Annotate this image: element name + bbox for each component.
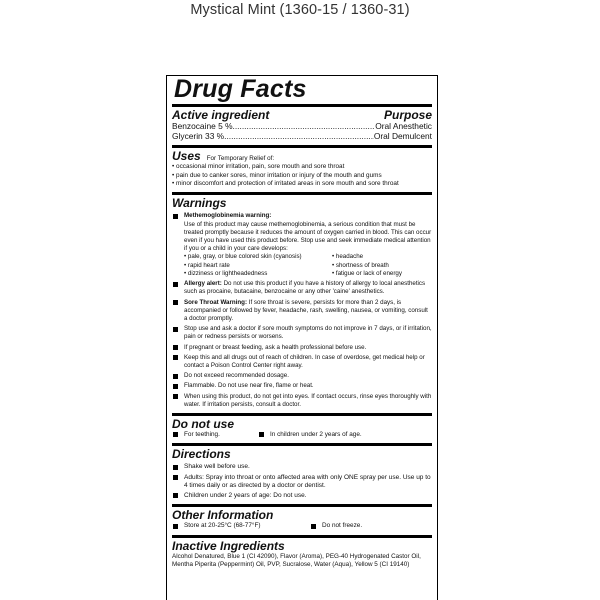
bullet-square-icon xyxy=(173,345,178,350)
do-not-use-list xyxy=(172,431,432,439)
active-ingredient-section xyxy=(172,104,432,141)
ingredient-name: Benzocaine 5 % xyxy=(172,121,233,131)
item-text: In children under 2 years of age. xyxy=(270,430,362,438)
allergy-title: Allergy alert: xyxy=(184,280,222,288)
direction-text: Adults: Spray into throat or onto affected area with only ONE spray per use. Use up to 4 times daily or as directed by a doctor or dentist. xyxy=(184,473,431,489)
inactive-ingredients-header: Inactive Ingredients xyxy=(172,538,285,553)
list-item xyxy=(172,299,432,324)
active-ingredient-header: Active ingredient xyxy=(172,108,270,122)
bullet-square-icon xyxy=(173,524,178,529)
bullet-square-icon xyxy=(311,524,316,529)
uses-intro: For Temporary Relief of: xyxy=(206,155,275,162)
warning-text: Do not exceed recommended dosage. xyxy=(184,372,289,380)
warnings-section xyxy=(172,192,432,408)
leader-dots xyxy=(224,132,374,142)
direction-text: Shake well before use. xyxy=(184,463,250,471)
list-item xyxy=(172,354,432,370)
list-item xyxy=(310,522,362,530)
direction-text: Children under 2 years of age: Do not use. xyxy=(184,491,307,499)
list-item xyxy=(172,522,310,530)
drug-facts-panel xyxy=(166,75,438,600)
methemoglobinemia-text: Use of this product may cause methemoglobinemia, a serious condition that must be treated promptly because it reduces the amount of oxygen carried in blood. This can occur even if you have used this product before. Stop use and seek immediate medical attention if you or a child in your care develops: xyxy=(184,220,432,253)
bullet-square-icon xyxy=(173,394,178,399)
warning-text: Flammable. Do not use near fire, flame or heat. xyxy=(184,382,314,390)
list-item: • shortness of breath xyxy=(332,262,432,270)
list-item: • occasional minor irritation, pain, sore mouth and sore throat xyxy=(172,163,432,171)
warning-text: Stop use and ask a doctor if sore mouth symptoms do not improve in 7 days, or if irritation, pain or redness persists or worsens. xyxy=(184,325,432,341)
list-item xyxy=(172,372,432,380)
ingredient-purpose: Oral Demulcent xyxy=(373,130,432,141)
do-not-use-header: Do not use xyxy=(172,416,234,431)
uses-list xyxy=(172,163,432,188)
leader-dots xyxy=(233,122,376,132)
sore-throat-title: Sore Throat Warning: xyxy=(184,298,248,306)
inactive-ingredients-text: Alcohol Denatured, Blue 1 (CI 42090), Flavor (Aroma), PEG-40 Hydrogenated Castor Oil, Mentha Piperita (Peppermint) Oil, PVP, Sucralose, Water (Aqua), Yellow 5 (CI 19140) xyxy=(172,552,421,568)
list-item xyxy=(172,325,432,341)
bullet-square-icon xyxy=(173,327,178,332)
warnings-header: Warnings xyxy=(172,196,227,211)
list-item: • fatigue or lack of energy xyxy=(332,270,432,278)
bullet-square-icon xyxy=(173,300,178,305)
bullet-square-icon xyxy=(173,493,178,498)
ingredient-purpose: Oral Anesthetic xyxy=(375,121,432,131)
symptom-list xyxy=(184,253,432,278)
bullet-square-icon xyxy=(173,384,178,389)
product-title: Mystical Mint (1360-15 / 1360-31) xyxy=(190,2,410,18)
purpose-header: Purpose xyxy=(383,108,432,122)
ingredient-name: Glycerin 33 % xyxy=(172,130,225,141)
bullet-square-icon xyxy=(173,214,178,219)
uses-section xyxy=(172,145,432,188)
list-item: • headache xyxy=(332,253,432,261)
methemoglobinemia-title: Methemoglobinemia warning: xyxy=(184,212,272,220)
list-item xyxy=(258,431,362,439)
directions-list xyxy=(172,463,432,500)
allergy-text: Do not use this product if you have a history of allergy to local anesthetics such as procaine, butacaine, benzocaine or any other 'caine' anesthetics. xyxy=(184,280,426,296)
other-information-list xyxy=(172,522,432,530)
ingredient-row xyxy=(172,132,432,142)
other-information-section xyxy=(172,504,432,530)
bullet-square-icon xyxy=(173,475,178,480)
bullet-square-icon xyxy=(173,465,178,470)
list-item xyxy=(172,280,432,296)
warnings-list xyxy=(172,212,432,408)
sore-throat-text: If sore throat is severe, persists for more than 2 days, is accompanied or followed by fever, headache, rash, swelling, nausea, or vomiting, consult a doctor promptly. xyxy=(184,298,428,322)
bullet-square-icon xyxy=(173,355,178,360)
list-item: • pain due to canker sores, minor irritation or injury of the mouth and gums xyxy=(172,172,432,180)
bullet-square-icon xyxy=(173,374,178,379)
list-item xyxy=(172,393,432,409)
bullet-square-icon xyxy=(173,432,178,437)
drug-facts-title: Drug Facts xyxy=(174,75,307,103)
list-item: • minor discomfort and protection of irritated areas in sore mouth and sore throat xyxy=(172,180,432,188)
warning-text: If pregnant or breast feeding, ask a health professional before use. xyxy=(184,343,367,351)
list-item: • dizziness or lightheadedness xyxy=(184,270,332,278)
uses-header: Uses xyxy=(172,149,201,163)
item-text: Do not freeze. xyxy=(322,522,363,530)
list-item xyxy=(172,212,432,278)
list-item xyxy=(172,431,258,439)
list-item xyxy=(172,492,432,500)
list-item xyxy=(172,463,432,471)
warning-text: Keep this and all drugs out of reach of children. In case of overdose, get medical help or contact a Poison Control Center right away. xyxy=(184,353,425,369)
list-item xyxy=(172,474,432,490)
directions-section xyxy=(172,443,432,500)
bullet-square-icon xyxy=(173,282,178,287)
item-text: Store at 20-25°C (68-77°F) xyxy=(184,522,261,530)
list-item xyxy=(172,382,432,390)
list-item: • pale, gray, or blue colored skin (cyanosis) xyxy=(184,253,332,261)
bullet-square-icon xyxy=(259,432,264,437)
inactive-ingredients-section xyxy=(172,535,432,570)
do-not-use-section xyxy=(172,413,432,439)
list-item xyxy=(172,344,432,352)
directions-header: Directions xyxy=(172,447,231,462)
other-information-header: Other Information xyxy=(172,508,274,523)
warning-text: When using this product, do not get into eyes. If contact occurs, rinse eyes thoroughly with water. If irritation persists, consult a doctor. xyxy=(184,392,432,408)
item-text: For teething. xyxy=(184,430,220,438)
list-item: • rapid heart rate xyxy=(184,262,332,270)
